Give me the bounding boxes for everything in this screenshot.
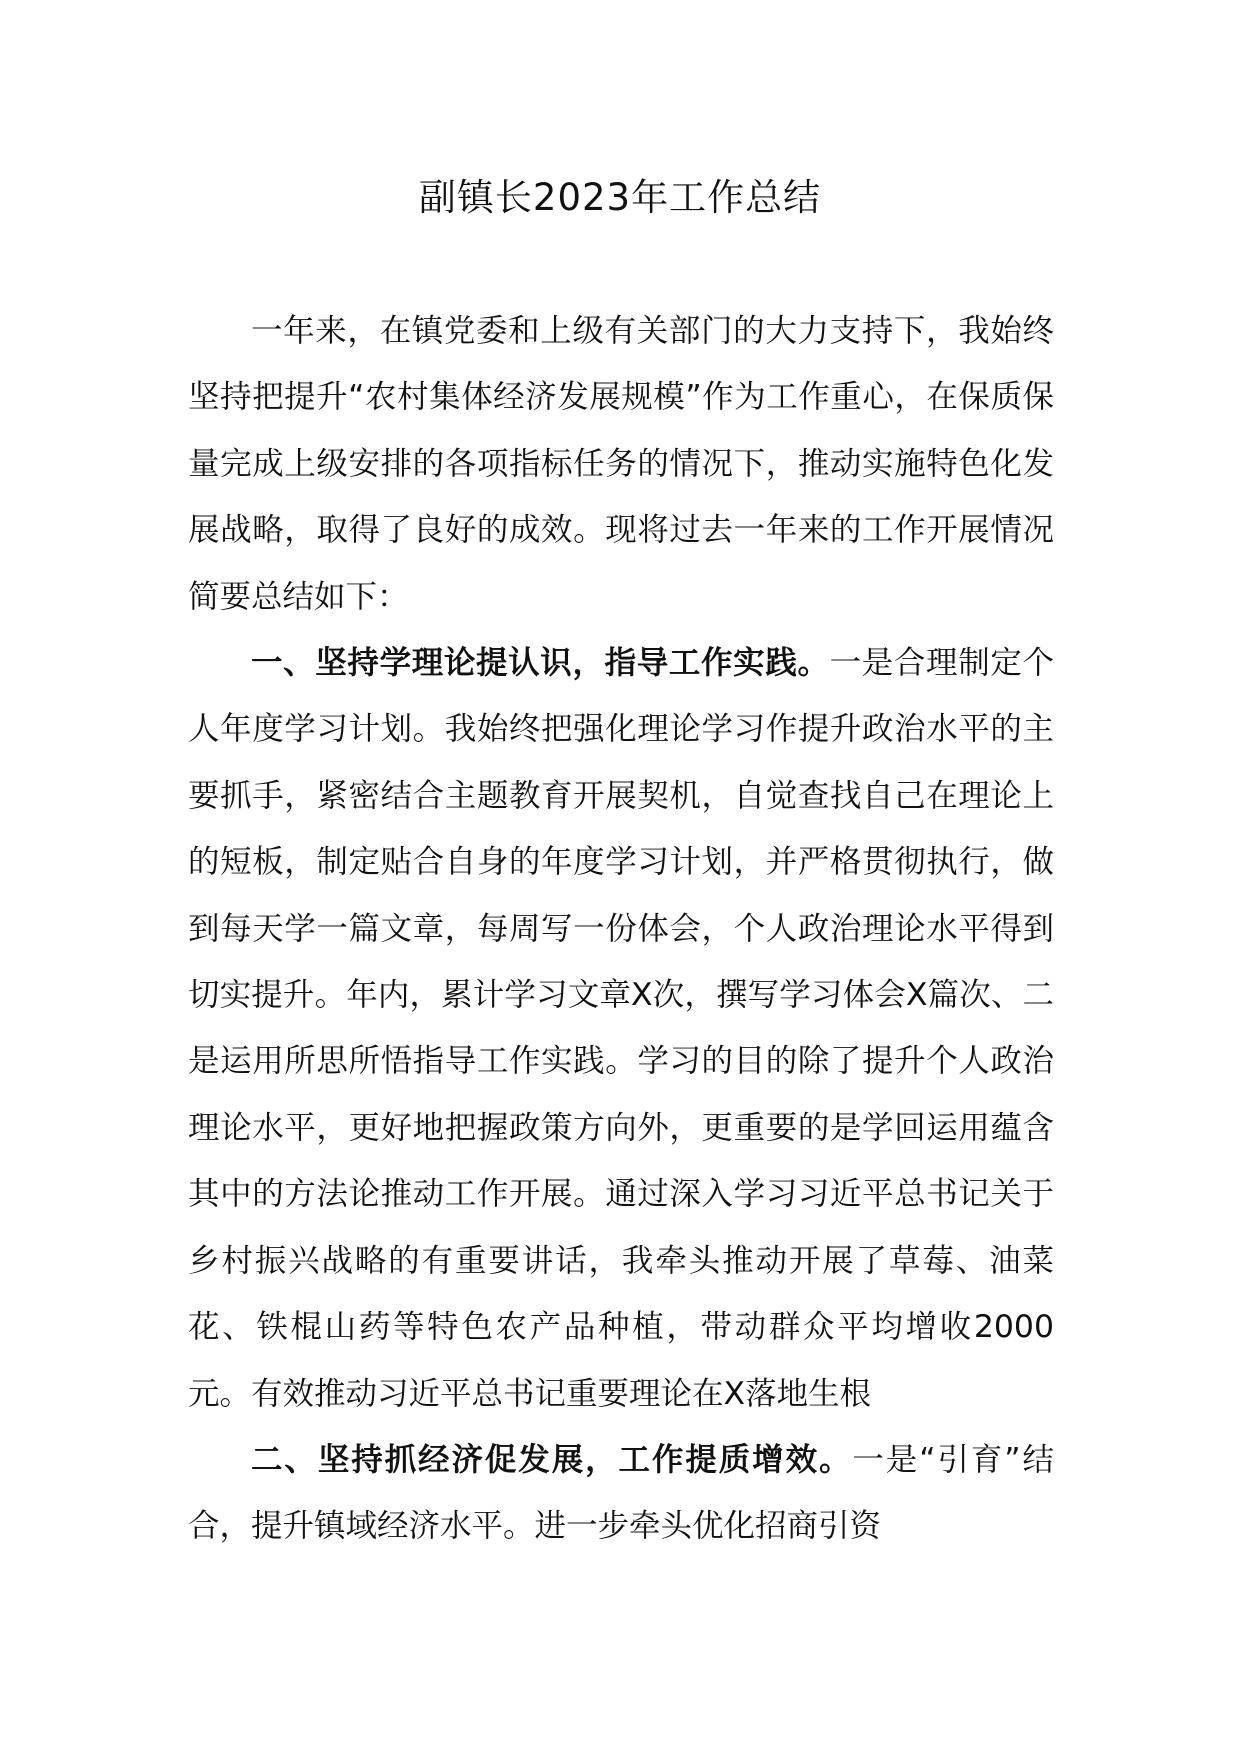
paragraph-text: 一是合理制定个人年度学习计划。我始终把强化理论学习作提升政治水平的主要抓手，紧密结合主题教育开展契机，自觉查找自己在理论上的短板，制定贴合自身的年度学习计划，并严格贯彻执行，做到每天学一篇文章，每周写一份体会，个人政治理论水平得到切实提升。年内，累计学习文章X次，撰写学习体会X篇次、二是运用所思所悟指导工作实践。学习的目的除了提升个人政治理论水平，更好地把握政策方向外，更重要的是学回运用蕴含其中的方法论推动工作开展。通过深入学习习近平总书记关于乡村振兴战略的有重要讲话，我牵头推动开展了草莓、油菜花、铁棍山药等特色农产品种植，带动群众平均增收2000元。有效推动习近平总书记重要理论在X落地生根 bbox=[188, 645, 1054, 1412]
document-body bbox=[188, 298, 1054, 1560]
paragraph-section-1 bbox=[188, 630, 1054, 1427]
paragraph-intro bbox=[188, 298, 1054, 630]
paragraph-section-2 bbox=[188, 1427, 1054, 1560]
section-heading-2: 二、坚持抓经济促发展，工作提质增效。 bbox=[251, 1441, 853, 1478]
paragraph-text: 一年来，在镇党委和上级有关部门的大力支持下，我始终坚持把提升“农村集体经济发展规模”作为工作重心，在保质保量完成上级安排的各项指标任务的情况下，推动实施特色化发展战略，取得了良好的成效。现将过去一年来的工作开展情况简要总结如下： bbox=[188, 313, 1054, 615]
paragraph-text: 一是“引育”结合，提升镇域经济水平。进一步牵头优化招商引资 bbox=[188, 1441, 1054, 1545]
section-heading-1: 一、坚持学理论提认识，指导工作实践。 bbox=[251, 645, 830, 682]
document-title: 副镇长2023年工作总结 bbox=[418, 176, 822, 219]
